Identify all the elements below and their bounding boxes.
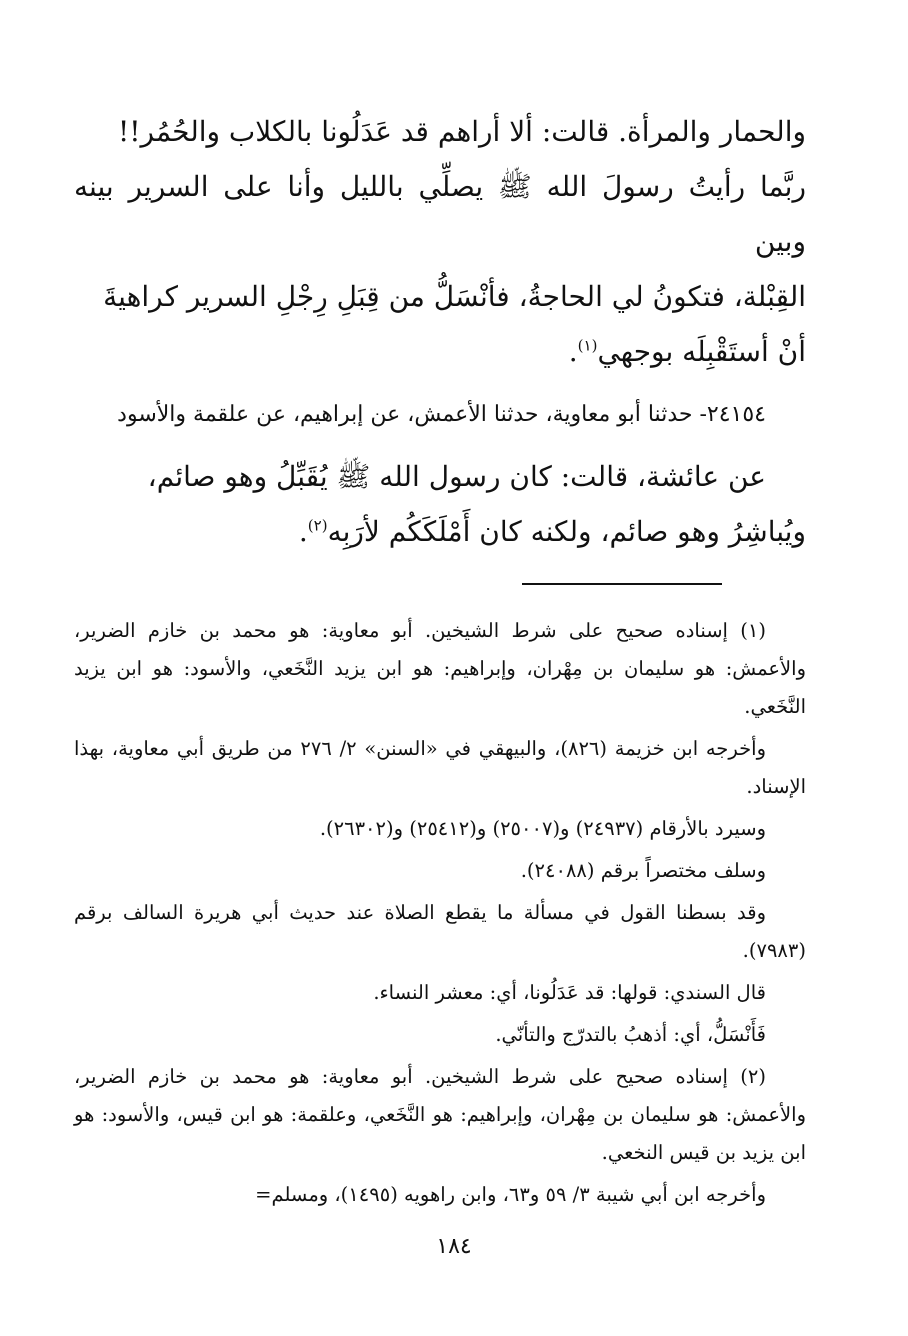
footnote-ref-2[interactable]: (٢) [307, 516, 328, 535]
footnote-1-para-5: وقد بسطنا القول في مسألة ما يقطع الصلاة عند حديث أبي هريرة السالف برقم (٧٩٨٣). [74, 901, 806, 962]
footnote-1-para-6: قال السندي: قولها: قد عَدَلُونا، أي: معشر النساء. [373, 981, 766, 1004]
hadith-24154-isnad: ٢٤١٥٤- حدثنا أبو معاوية، حدثنا الأعمش، عن إبراهيم، عن علقمة والأسود [117, 402, 766, 427]
footnote-1-para-7: فَأَنْسَلُّ، أي: أذهبُ بالتدرّج والتأنّي. [495, 1023, 766, 1046]
footnote-2-para-2: وأخرجه ابن أبي شيبة ٣/ ٥٩ و٦٣، وابن راهويه (١٤٩٥)، ومسلم= [255, 1183, 766, 1206]
matn-line-2: ويُباشِرُ وهو صائم، ولكنه كان أَمْلَكَكُم لأرَبِه [327, 515, 806, 548]
matn-line-2-end: . [298, 515, 308, 548]
main-line-1: والحمار والمرأة. قالت: ألا أراهم قد عَدَلُونا بالكلاب والحُمُر!! [117, 115, 806, 148]
main-line-4: أنْ أستَقْبِلَه بوجهي [597, 335, 806, 368]
page-number: ١٨٤ [436, 1234, 472, 1259]
matn-line-1: عن عائشة، قالت: كان رسول الله ﷺ يُقَبِّلُ وهو صائم، [147, 460, 766, 493]
footnote-2-para-1: (٢) إسناده صحيح على شرط الشيخين. أبو معاوية: هو محمد بن خازم الضرير، والأعمش: هو سليمان بن مِهْران، وإبراهيم: هو النَّخَعي، وعلقمة: هو ابن قيس، والأسود: هو ابن يزيد بن قيس النخعي. [74, 1065, 806, 1164]
main-line-2: ربَّما رأيتُ رسولَ الله ﷺ يصلِّي بالليل وأنا على السرير بينه وبين [74, 170, 806, 258]
footnote-1-para-4: وسلف مختصراً برقم (٢٤٠٨٨). [520, 859, 766, 882]
footnote-1-para-2: وأخرجه ابن خزيمة (٨٢٦)، والبيهقي في «السنن» ٢/ ٢٧٦ من طريق أبي معاوية، بهذا الإسناد. [74, 737, 806, 798]
hadith-previous-ending [74, 104, 806, 379]
main-line-3: القِبْلة، فتكونُ لي الحاجةُ، فأنْسَلُّ من قِبَلِ رِجْلِ السرير كراهيةَ [103, 280, 806, 313]
footnote-separator [522, 583, 722, 585]
main-line-4-end: . [568, 335, 578, 368]
footnote-1-para-3: وسيرد بالأرقام (٢٤٩٣٧) و(٢٥٠٠٧) و(٢٥٤١٢) و(٢٦٣٠٢). [319, 817, 766, 840]
hadith-24154-matn [74, 449, 806, 559]
main-text-block [74, 104, 806, 559]
footnotes-block [74, 612, 806, 1218]
footnote-ref-1[interactable]: (١) [577, 336, 598, 355]
footnote-1-para-1: (١) إسناده صحيح على شرط الشيخين. أبو معاوية: هو محمد بن خازم الضرير، والأعمش: هو سليمان بن مِهْران، وإبراهيم: هو ابن يزيد النَّخَعي، والأسود: هو ابن يزيد النَّخَعي. [74, 619, 806, 718]
